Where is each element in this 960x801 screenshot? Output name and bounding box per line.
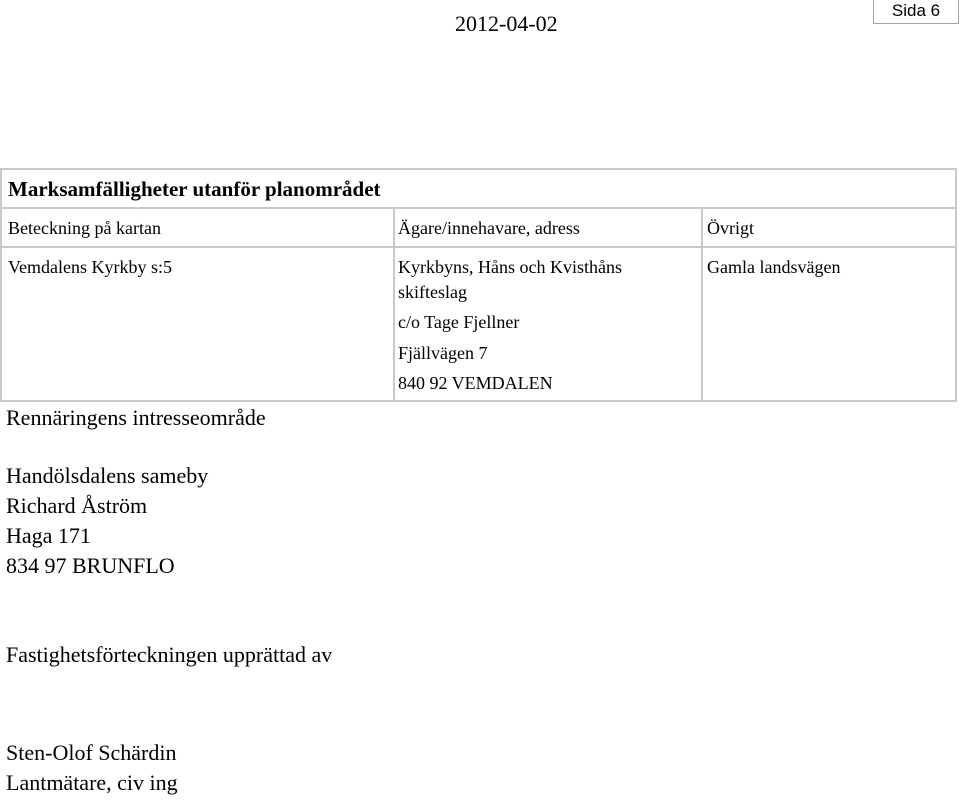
owner-line: skifteslag: [398, 282, 467, 302]
row-other: Gamla landsvägen: [707, 257, 841, 277]
reindeer-line: Haga 171: [6, 523, 91, 548]
reindeer-heading: Rennäringens intresseområde: [6, 405, 266, 430]
page-number-label: Sida 6: [873, 0, 959, 24]
owner-line: Kyrkbyns, Håns och Kvisthåns: [398, 257, 622, 277]
table-column-divider: [701, 207, 703, 402]
prepared-heading: Fastighetsförteckningen upprättad av: [6, 642, 333, 667]
column-header-designation: Beteckning på kartan: [8, 218, 161, 238]
table-title: Marksamfälligheter utanför planområdet: [8, 177, 381, 201]
row-designation: Vemdalens Kyrkby s:5: [8, 257, 172, 277]
table-divider: [0, 246, 957, 248]
reindeer-line: Handölsdalens sameby: [6, 463, 209, 488]
owner-line: c/o Tage Fjellner: [398, 312, 520, 332]
column-header-other: Övrigt: [707, 218, 754, 238]
column-header-owner: Ägare/innehavare, adress: [398, 218, 580, 238]
prepared-name: Sten-Olof Schärdin: [6, 740, 177, 765]
owner-line: Fjällvägen 7: [398, 343, 488, 363]
table-column-divider: [393, 207, 395, 402]
reindeer-line: 834 97 BRUNFLO: [6, 553, 175, 578]
table-divider: [0, 207, 957, 209]
document-date: 2012-04-02: [455, 11, 558, 36]
land-table: [0, 168, 957, 402]
prepared-title: Lantmätare, civ ing: [6, 770, 178, 795]
reindeer-line: Richard Åström: [6, 493, 148, 518]
owner-line: 840 92 VEMDALEN: [398, 373, 553, 393]
